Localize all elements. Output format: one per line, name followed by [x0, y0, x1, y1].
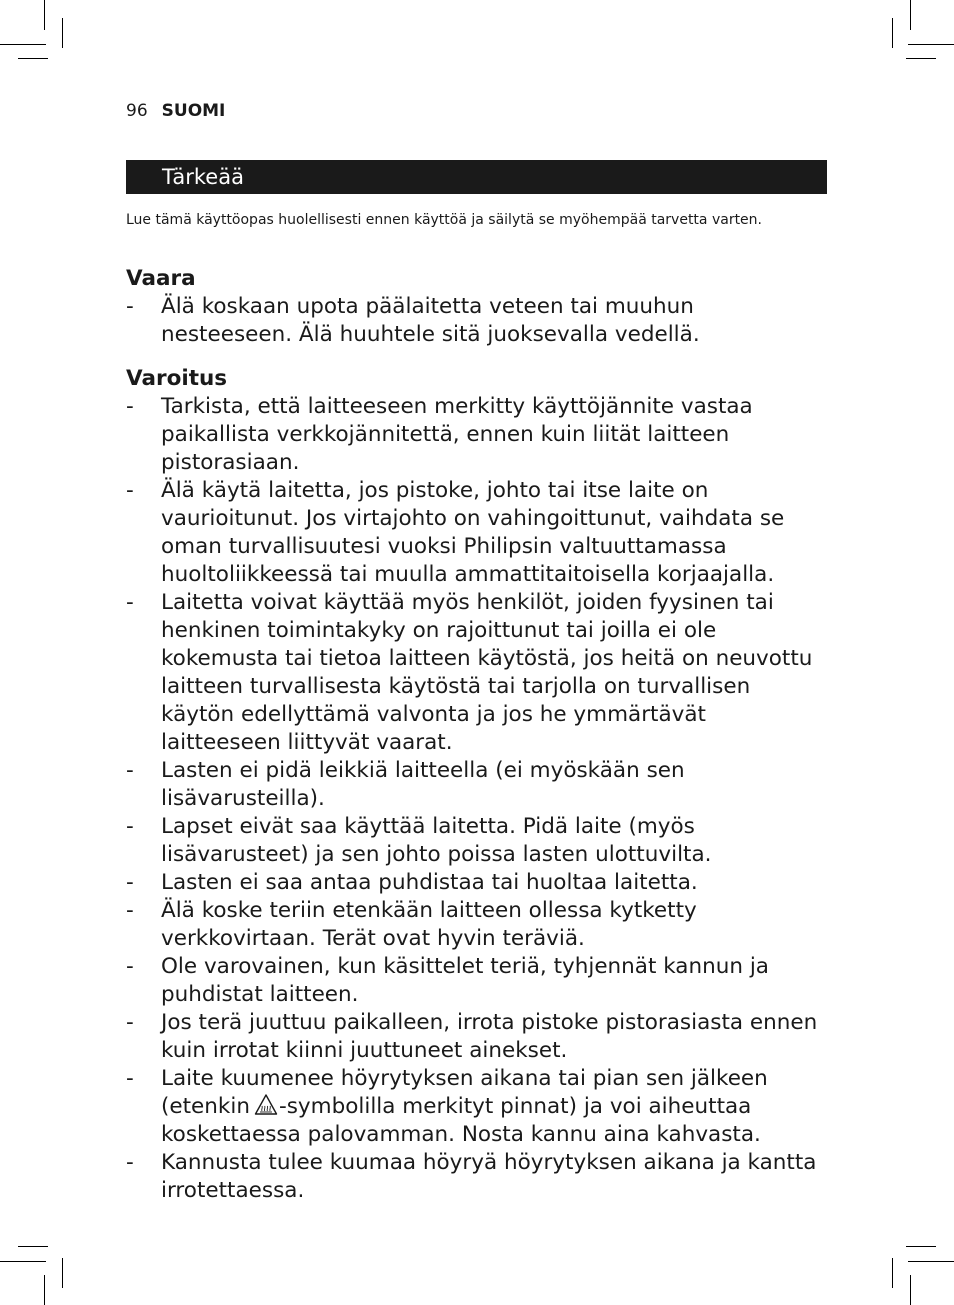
list-item-text: Älä koske teriin etenkään laitteen ollessa kytketty verkkovirtaan. Terät ovat hyvin teräviä. [161, 898, 697, 951]
crop-mark [44, 0, 45, 30]
crop-mark [18, 58, 48, 59]
crop-mark [0, 1261, 46, 1262]
list-item-text: Kannusta tulee kuumaa höyryä höyrytyksen aikana ja kantta irrotettaessa. [161, 1150, 817, 1203]
list-item [126, 869, 827, 897]
list-item [126, 1149, 827, 1205]
list-item [126, 1065, 827, 1149]
warning-list [126, 393, 827, 1205]
bullet-dash: - [126, 1010, 134, 1035]
bullet-dash: - [126, 590, 134, 615]
bullet-dash: - [126, 758, 134, 783]
danger-list [126, 293, 827, 349]
list-item [126, 897, 827, 953]
list-item-text: -symbolilla merkityt pinnat) ja voi aiheuttaa koskettaessa palovamman. Nosta kannu aina kahvasta. [161, 1094, 761, 1147]
list-item [126, 293, 827, 349]
warning-section [126, 365, 827, 1205]
list-item [126, 757, 827, 813]
bullet-dash: - [126, 294, 134, 319]
list-item [126, 589, 827, 757]
bullet-dash: - [126, 814, 134, 839]
intro-text: Lue tämä käyttöopas huolellisesti ennen käyttöä ja säilytä se myöhempää tarvetta varten. [126, 212, 762, 228]
bullet-dash: - [126, 394, 134, 419]
crop-mark [908, 44, 954, 45]
bullet-dash: - [126, 870, 134, 895]
crop-mark [62, 1258, 63, 1288]
crop-mark [44, 1275, 45, 1305]
list-item [126, 953, 827, 1009]
list-item-text: Älä koskaan upota päälaitetta veteen tai muuhun nesteeseen. Älä huuhtele sitä juoksevalla vedellä. [161, 294, 700, 347]
list-item-text: Älä käytä laitetta, jos pistoke, johto tai itse laite on vaurioitunut. Jos virtajohto on vahingoittunut, vaihdata se oman turvallisuutesi vuoksi Philipsin valtuuttamassa huoltoliikkeessä tai muulla ammattitaitoisella korjaajalla. [161, 478, 785, 587]
danger-section [126, 265, 827, 349]
page-number: 96 [126, 101, 148, 121]
list-item [126, 813, 827, 869]
list-item-text: Lapset eivät saa käyttää laitetta. Pidä laite (myös lisävarusteet) ja sen johto poissa lasten ulottuvilta. [161, 814, 712, 867]
list-item-text: Lasten ei saa antaa puhdistaa tai huoltaa laitetta. [161, 870, 698, 895]
page-header [126, 100, 225, 122]
list-item-text: Laitetta voivat käyttää myös henkilöt, joiden fyysinen tai henkinen toimintakyky on rajoittunut tai joilla ei ole kokemusta tai tietoa laitteen käytöstä, jos heitä on neuvottu laitteen turvallisesta käytöstä tai tarjolla on turvallisen käytön edellyttämä valvonta ja jos he ymmärtävät laitteeseen liittyvät vaarat. [161, 590, 813, 755]
bullet-dash: - [126, 1150, 134, 1175]
crop-mark [910, 1275, 911, 1305]
list-item-text: Laite kuumenee höyrytyksen aikana tai pian sen jälkeen (etenkin [161, 1066, 768, 1119]
list-item-text: Tarkista, että laitteeseen merkitty käyttöjännite vastaa paikallista verkkojännitettä, ennen kuin liität laitteen pistorasiaan. [161, 394, 753, 475]
crop-mark [906, 1246, 936, 1247]
list-item [126, 477, 827, 589]
section-banner: Tärkeää [126, 160, 827, 194]
list-item-text: Lasten ei pidä leikkiä laitteella (ei myöskään sen lisävarusteilla). [161, 758, 685, 811]
crop-mark [906, 58, 936, 59]
bullet-dash: - [126, 954, 134, 979]
warning-title: Varoitus [126, 366, 228, 391]
crop-mark [892, 18, 893, 48]
crop-mark [18, 1246, 48, 1247]
language-label: SUOMI [161, 101, 226, 121]
bullet-dash: - [126, 898, 134, 923]
crop-mark [910, 0, 911, 30]
danger-title: Vaara [126, 266, 196, 291]
bullet-dash: - [126, 478, 134, 503]
crop-mark [0, 44, 46, 45]
hot-surface-icon [254, 1093, 278, 1117]
list-item-text: Jos terä juuttuu paikalleen, irrota pistoke pistorasiasta ennen kuin irrotat kiinni juuttuneet ainekset. [161, 1010, 818, 1063]
list-item-text: Ole varovainen, kun käsittelet teriä, tyhjennät kannun ja puhdistat laitteen. [161, 954, 769, 1007]
list-item [126, 393, 827, 477]
crop-mark [892, 1258, 893, 1288]
crop-mark [62, 18, 63, 48]
list-item [126, 1009, 827, 1065]
crop-mark [908, 1261, 954, 1262]
bullet-dash: - [126, 1066, 134, 1091]
